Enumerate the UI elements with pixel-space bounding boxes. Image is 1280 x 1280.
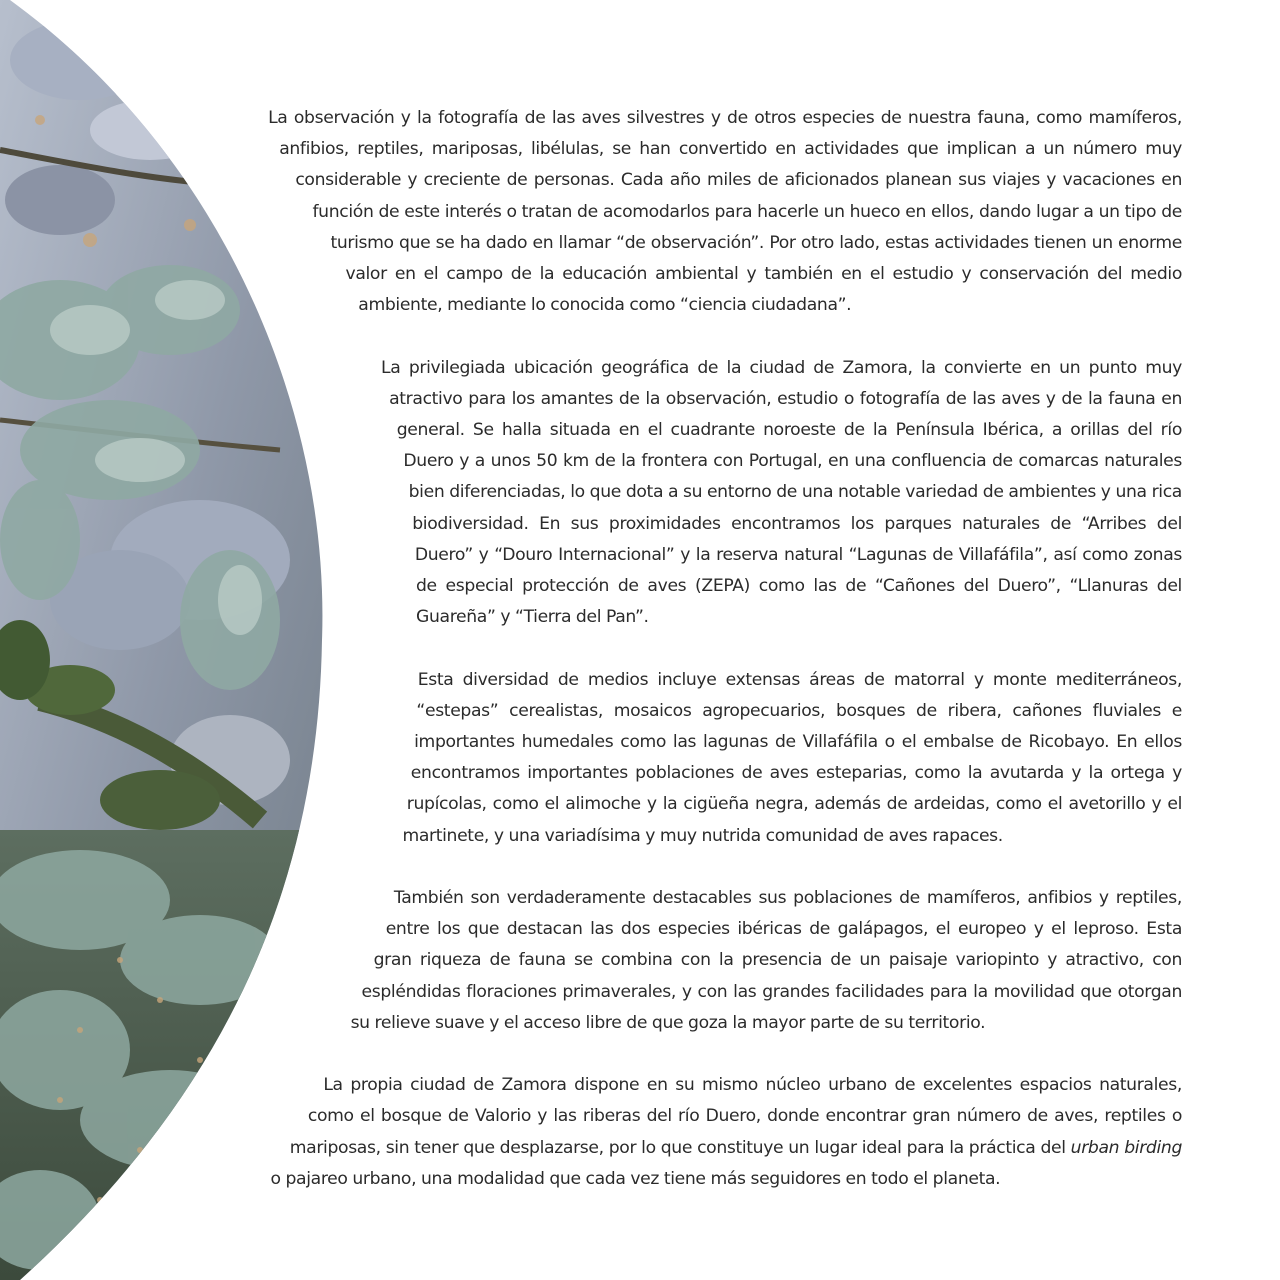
paragraph-4: También son verdaderamente destacables sus poblaciones de mamíferos, anfibios y reptiles, entre los que destacan las dos especies ibéricas de galápagos, el europeo y el leproso. Esta gran riqueza de fauna se combina con la presencia de un paisaje variopinto y atractivo, con espléndidas floraciones primaverales, y con las grandes facilidades para la movilidad que otorgan su relieve suave y el acceso libre de que goza la mayor parte de su territorio. — [350, 888, 1182, 1033]
paragraph-5-text-a: La propia ciudad de Zamora dispone en su mismo núcleo urbano de excelentes espacios naturales, como el bosque de Valorio y las riberas del río Duero, donde encontrar gran número de aves, reptiles o mariposas, sin tener que desplazarse, por lo que constituye un lugar ideal para la práctica del — [289, 1075, 1182, 1158]
body-text — [0, 103, 1182, 1203]
paragraph-1: La observación y la fotografía de las aves silvestres y de otros especies de nuestra fauna, como mamíferos, anfibios, reptiles, mariposas, libélulas, se han convertido en actividades que implican a un número muy considerable y creciente de personas. Cada año miles de aficionados planean sus viajes y vacaciones en función de este interés o tratan de acomodarlos para hacerle un hueco en ellos, dando lugar a un tipo de turismo que se ha dado en llamar “de observación”. Por otro lado, estas actividades tienen un enorme valor en el campo de la educación ambiental y también en el estudio y conservación del medio ambiente, mediante lo conocida como “ciencia ciudadana”. — [268, 108, 1182, 316]
paragraph-5-text-b: o pajareo urbano, una modalidad que cada vez tiene más seguidores en todo el planeta. — [270, 1168, 1001, 1189]
paragraph-5-italic: urban birding — [1070, 1137, 1183, 1158]
paragraph-2: La privilegiada ubicación geográfica de la ciudad de Zamora, la convierte en un punto muy atractivo para los amantes de la observación, estudio o fotografía de las aves y de la fauna en general. Se halla situada en el cuadrante noroeste de la Península Ibérica, a orillas del río Duero y a unos 50 km de la frontera con Portugal, en una confluencia de comarcas naturales bien diferenciadas, lo que dota a su entorno de una notable variedad de ambientes y una rica biodiversidad. En sus proximidades encontramos los parques naturales de “Arribes del Duero” y “Douro Internacional” y la reserva natural “Lagunas de Villafáfila”, así como zonas de especial protección de aves (ZEPA) como las de “Cañones del Duero”, “Llanuras del Guareña” y “Tierra del Pan”. — [381, 357, 1182, 628]
paragraph-3: Esta diversidad de medios incluye extensas áreas de matorral y monte mediterráneos, “estepas” cerealistas, mosaicos agropecuarios, bosques de ribera, cañones fluviales e importantes humedales como las lagunas de Villafáfila o el embalse de Ricobayo. En ellos encontramos importantes poblaciones de aves esteparias, como la avutarda y la ortega y rupícolas, como el alimoche y la cigüeña negra, además de ardeidas, como el avetorillo y el martinete, y una variadísima y muy nutrida comunidad de aves rapaces. — [402, 669, 1182, 846]
